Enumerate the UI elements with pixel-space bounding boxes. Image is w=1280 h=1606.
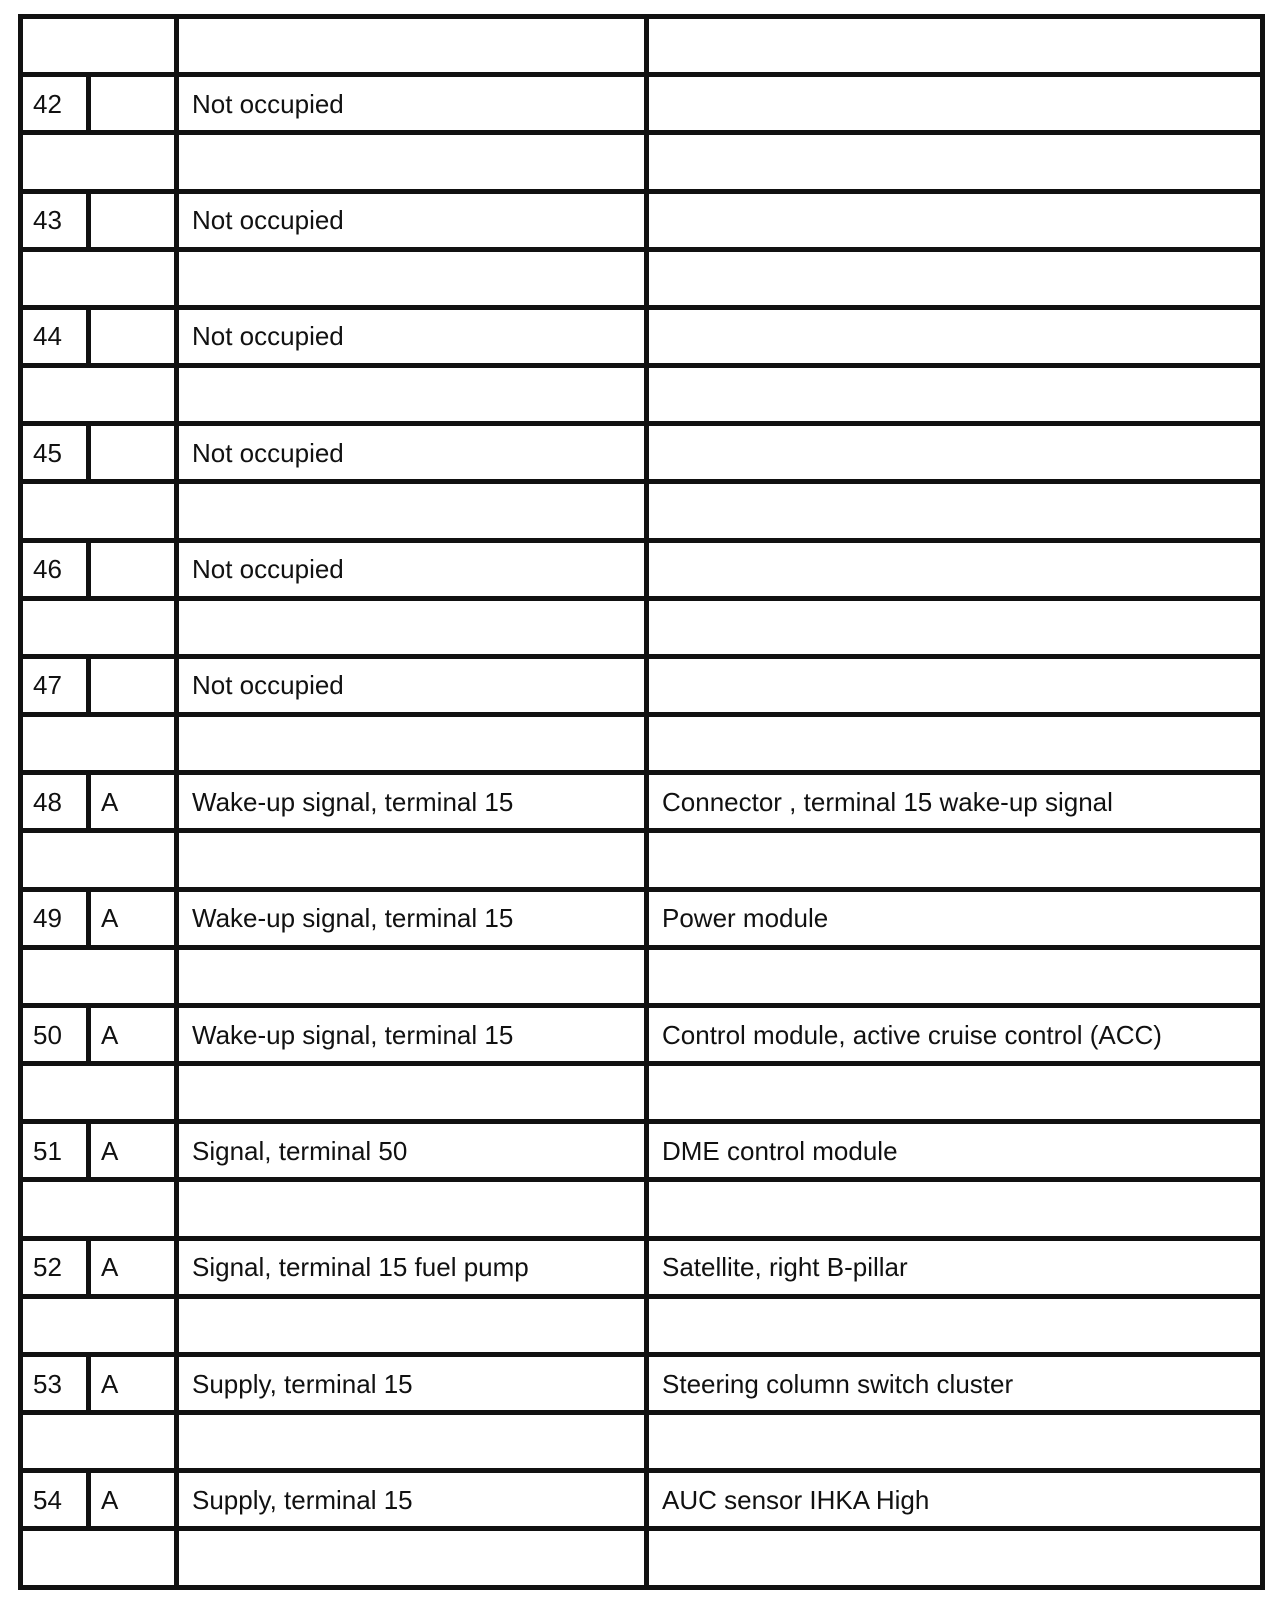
pin-number-cell: 50 <box>21 1005 89 1063</box>
spacer-cell <box>647 947 1263 1005</box>
table-row <box>21 424 1263 482</box>
pin-type-cell: A <box>89 1005 177 1063</box>
table-spacer-row <box>21 598 1263 656</box>
spacer-cell <box>177 1413 647 1471</box>
spacer-cell <box>647 482 1263 540</box>
spacer-cell <box>177 249 647 307</box>
table-row <box>21 1354 1263 1412</box>
pin-number-cell: 47 <box>21 656 89 714</box>
spacer-cell <box>647 598 1263 656</box>
signal-description-cell: Not occupied <box>177 307 647 365</box>
table-spacer-row <box>21 715 1263 773</box>
table-spacer-row <box>21 1064 1263 1122</box>
destination-cell: Connector , terminal 15 wake-up signal <box>647 773 1263 831</box>
signal-description-cell: Not occupied <box>177 540 647 598</box>
signal-description-cell: Not occupied <box>177 424 647 482</box>
destination-cell <box>647 540 1263 598</box>
table-spacer-row <box>21 249 1263 307</box>
spacer-cell <box>21 598 177 656</box>
signal-description-cell: Supply, terminal 15 <box>177 1354 647 1412</box>
signal-description-cell: Signal, terminal 15 fuel pump <box>177 1238 647 1296</box>
destination-cell <box>647 424 1263 482</box>
destination-cell <box>647 656 1263 714</box>
pin-type-cell: A <box>89 1471 177 1529</box>
spacer-cell <box>21 715 177 773</box>
pin-number-cell: 44 <box>21 307 89 365</box>
destination-cell <box>647 75 1263 133</box>
pin-number-cell: 51 <box>21 1122 89 1180</box>
spacer-cell <box>21 17 177 75</box>
spacer-cell <box>177 947 647 1005</box>
spacer-cell <box>177 482 647 540</box>
spacer-cell <box>21 1180 177 1238</box>
spacer-cell <box>177 133 647 191</box>
pin-type-cell: A <box>89 1354 177 1412</box>
table-row <box>21 1005 1263 1063</box>
spacer-cell <box>647 1180 1263 1238</box>
spacer-cell <box>647 249 1263 307</box>
pin-number-cell: 54 <box>21 1471 89 1529</box>
pin-number-cell: 48 <box>21 773 89 831</box>
destination-cell: Control module, active cruise control (ACC) <box>647 1005 1263 1063</box>
table-row <box>21 191 1263 249</box>
pin-type-cell <box>89 191 177 249</box>
table-spacer-row <box>21 133 1263 191</box>
signal-description-cell: Supply, terminal 15 <box>177 1471 647 1529</box>
pin-type-cell <box>89 656 177 714</box>
pin-number-cell: 43 <box>21 191 89 249</box>
pin-type-cell <box>89 75 177 133</box>
signal-description-cell: Wake-up signal, terminal 15 <box>177 773 647 831</box>
spacer-cell <box>21 249 177 307</box>
table-spacer-row <box>21 831 1263 889</box>
table-row <box>21 75 1263 133</box>
signal-description-cell: Not occupied <box>177 656 647 714</box>
table-row <box>21 540 1263 598</box>
pin-type-cell <box>89 424 177 482</box>
destination-cell: Steering column switch cluster <box>647 1354 1263 1412</box>
spacer-cell <box>21 366 177 424</box>
spacer-cell <box>21 1529 177 1588</box>
spacer-cell <box>21 947 177 1005</box>
destination-cell <box>647 191 1263 249</box>
pin-type-cell <box>89 540 177 598</box>
table-spacer-row <box>21 17 1263 75</box>
spacer-cell <box>21 831 177 889</box>
pin-number-cell: 52 <box>21 1238 89 1296</box>
pin-type-cell <box>89 307 177 365</box>
destination-cell: Satellite, right B-pillar <box>647 1238 1263 1296</box>
spacer-cell <box>177 598 647 656</box>
destination-cell: Power module <box>647 889 1263 947</box>
table-row <box>21 656 1263 714</box>
spacer-cell <box>177 715 647 773</box>
pin-type-cell: A <box>89 773 177 831</box>
table-row <box>21 1471 1263 1529</box>
table-row <box>21 1122 1263 1180</box>
pin-number-cell: 45 <box>21 424 89 482</box>
pin-number-cell: 53 <box>21 1354 89 1412</box>
pin-number-cell: 42 <box>21 75 89 133</box>
pin-number-cell: 49 <box>21 889 89 947</box>
table-spacer-row <box>21 1296 1263 1354</box>
signal-description-cell: Signal, terminal 50 <box>177 1122 647 1180</box>
table-spacer-row <box>21 482 1263 540</box>
signal-description-cell: Not occupied <box>177 191 647 249</box>
destination-cell: AUC sensor IHKA High <box>647 1471 1263 1529</box>
table-spacer-row <box>21 1413 1263 1471</box>
spacer-cell <box>21 133 177 191</box>
spacer-cell <box>647 831 1263 889</box>
pin-assignment-table <box>18 14 1265 1590</box>
spacer-cell <box>177 1180 647 1238</box>
spacer-cell <box>647 366 1263 424</box>
spacer-cell <box>21 482 177 540</box>
table-spacer-row <box>21 947 1263 1005</box>
spacer-cell <box>177 17 647 75</box>
signal-description-cell: Wake-up signal, terminal 15 <box>177 889 647 947</box>
spacer-cell <box>21 1296 177 1354</box>
spacer-cell <box>177 1296 647 1354</box>
spacer-cell <box>177 1529 647 1588</box>
pin-type-cell: A <box>89 1122 177 1180</box>
spacer-cell <box>21 1064 177 1122</box>
spacer-cell <box>647 1529 1263 1588</box>
table-spacer-row <box>21 1180 1263 1238</box>
spacer-cell <box>177 366 647 424</box>
table-row <box>21 307 1263 365</box>
table-spacer-row <box>21 1529 1263 1588</box>
spacer-cell <box>647 1296 1263 1354</box>
spacer-cell <box>177 831 647 889</box>
table-spacer-row <box>21 366 1263 424</box>
spacer-cell <box>177 1064 647 1122</box>
pin-type-cell: A <box>89 889 177 947</box>
spacer-cell <box>21 1413 177 1471</box>
signal-description-cell: Wake-up signal, terminal 15 <box>177 1005 647 1063</box>
spacer-cell <box>647 133 1263 191</box>
pin-number-cell: 46 <box>21 540 89 598</box>
destination-cell <box>647 307 1263 365</box>
table-row <box>21 1238 1263 1296</box>
spacer-cell <box>647 1413 1263 1471</box>
signal-description-cell: Not occupied <box>177 75 647 133</box>
spacer-cell <box>647 715 1263 773</box>
spacer-cell <box>647 1064 1263 1122</box>
table-row <box>21 773 1263 831</box>
spacer-cell <box>647 17 1263 75</box>
table-row <box>21 889 1263 947</box>
pin-type-cell: A <box>89 1238 177 1296</box>
destination-cell: DME control module <box>647 1122 1263 1180</box>
